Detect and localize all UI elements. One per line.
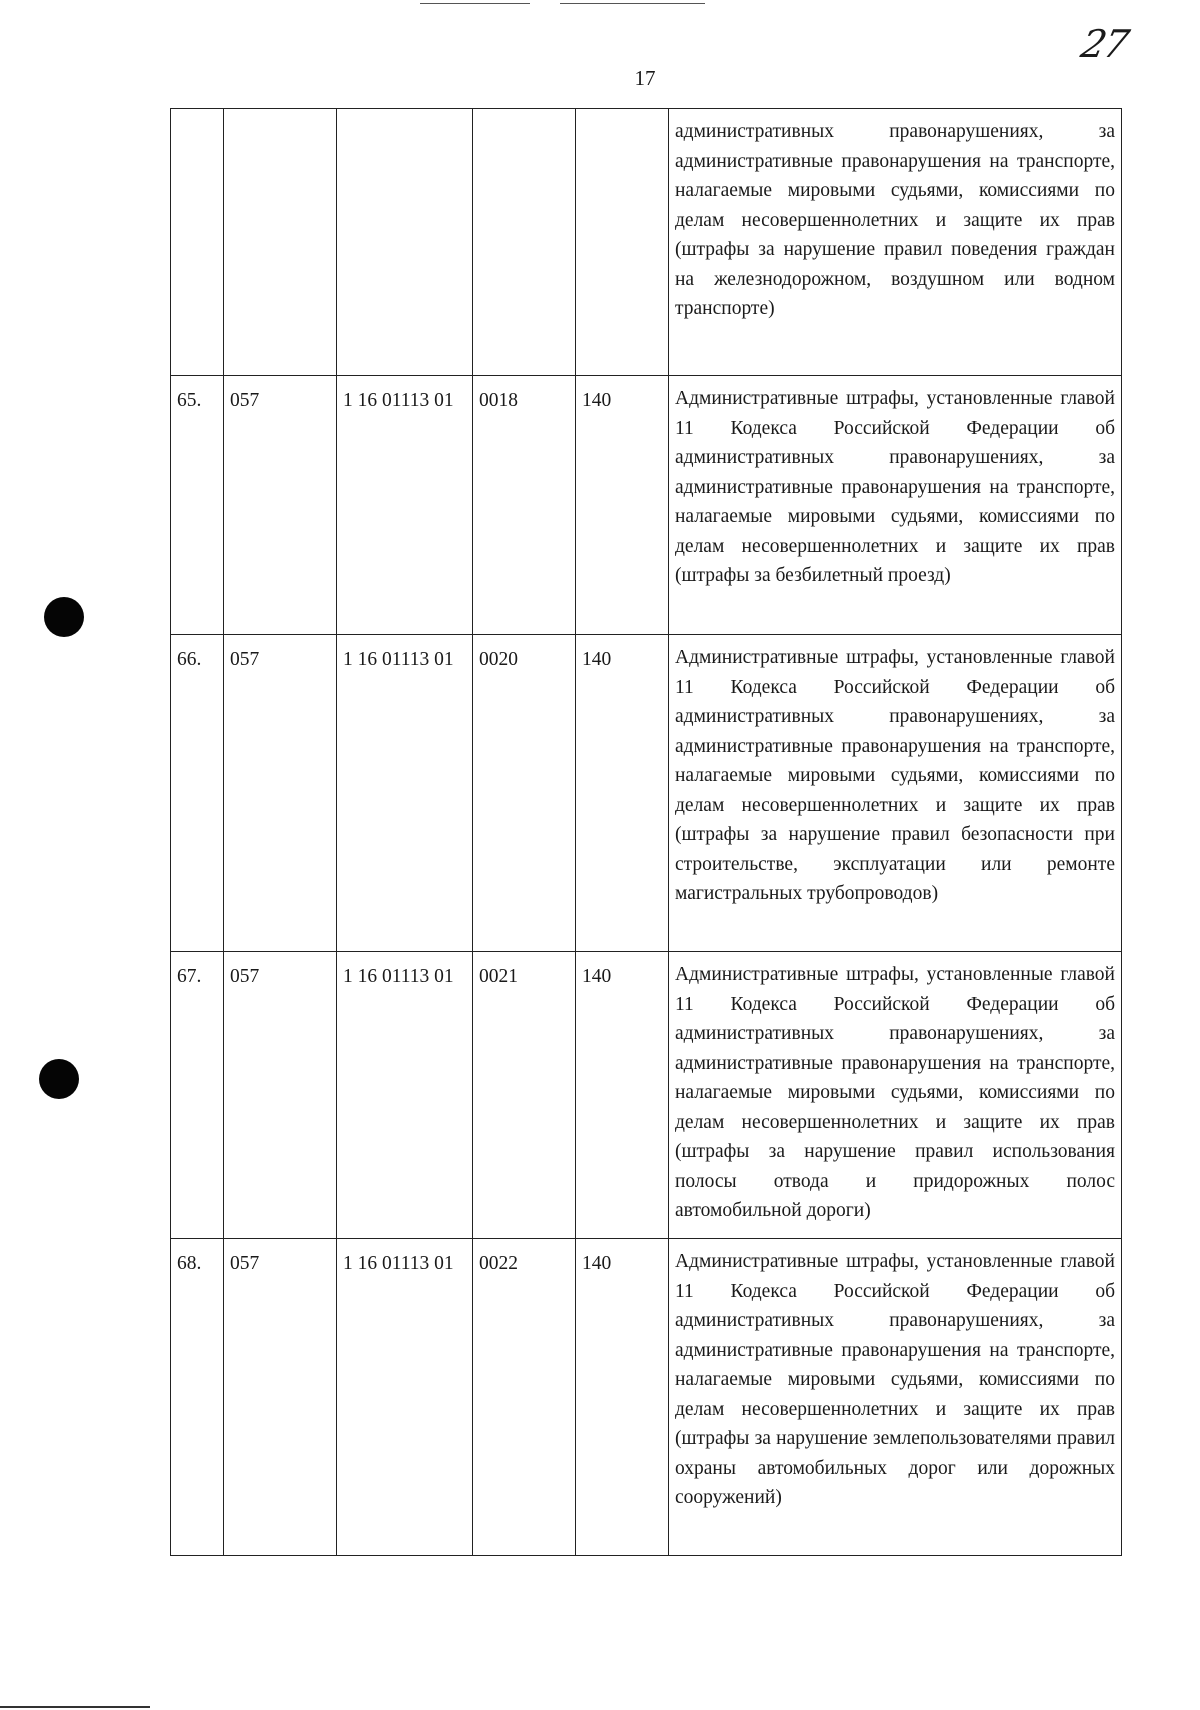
table-row [171, 952, 1122, 1239]
cell-kbk-code: 1 16 01113 01 [337, 635, 473, 952]
cell-description: Административные штрафы, установленные главой 11 Кодекса Российской Федерации об административных правонарушениях, за административные правонарушения на транспорте, налагаемые мировыми судьями, комиссиями по делам несовершеннолетних и защите их прав (штрафы за нарушение правил использования полосы отвода и придорожных полос автомобильной дороги) [669, 952, 1122, 1239]
cell-number [171, 109, 224, 376]
punch-hole [44, 597, 84, 637]
cell-kosgu-code [576, 109, 669, 376]
handwritten-page-number: 27 [1077, 22, 1132, 66]
cell-admin-code: 057 [224, 952, 337, 1239]
cell-kbk-code: 1 16 01113 01 [337, 952, 473, 1239]
scan-artifact-line [420, 3, 530, 4]
cell-kosgu-code: 140 [576, 635, 669, 952]
cell-description: Административные штрафы, установленные главой 11 Кодекса Российской Федерации об административных правонарушениях, за административные правонарушения на транспорте, налагаемые мировыми судьями, комиссиями по делам несовершеннолетних и защите их прав (штрафы за нарушение правил безопасности при строительстве, эксплуатации или ремонте магистральных трубопроводов) [669, 635, 1122, 952]
cell-number: 67. [171, 952, 224, 1239]
cell-admin-code [224, 109, 337, 376]
cell-kosgu-code: 140 [576, 376, 669, 635]
cell-admin-code: 057 [224, 635, 337, 952]
cell-subtype-code [473, 109, 576, 376]
table-row [171, 376, 1122, 635]
cell-admin-code: 057 [224, 376, 337, 635]
table-row-continued [171, 109, 1122, 376]
cell-kbk-code [337, 109, 473, 376]
punch-hole [39, 1059, 79, 1099]
cell-kbk-code: 1 16 01113 01 [337, 376, 473, 635]
cell-kbk-code: 1 16 01113 01 [337, 1239, 473, 1556]
page-number: 17 [634, 66, 656, 90]
revenue-code-table [170, 108, 1122, 1556]
cell-subtype-code: 0022 [473, 1239, 576, 1556]
cell-description: административных правонарушениях, за административные правонарушения на транспорте, налагаемые мировыми судьями, комиссиями по делам несовершеннолетних и защите их прав (штрафы за нарушение правил поведения граждан на железнодорожном, воздушном или водном транспорте) [669, 109, 1122, 376]
cell-number: 65. [171, 376, 224, 635]
cell-number: 68. [171, 1239, 224, 1556]
cell-description: Административные штрафы, установленные главой 11 Кодекса Российской Федерации об административных правонарушениях, за административные правонарушения на транспорте, налагаемые мировыми судьями, комиссиями по делам несовершеннолетних и защите их прав (штрафы за нарушение землепользователями правил охраны автомобильных дорог или дорожных сооружений) [669, 1239, 1122, 1556]
scan-artifact-line [0, 1706, 150, 1708]
scan-artifact-line [560, 3, 705, 4]
table-row [171, 635, 1122, 952]
cell-kosgu-code: 140 [576, 1239, 669, 1556]
cell-description: Административные штрафы, установленные главой 11 Кодекса Российской Федерации об административных правонарушениях, за административные правонарушения на транспорте, налагаемые мировыми судьями, комиссиями по делам несовершеннолетних и защите их прав (штрафы за безбилетный проезд) [669, 376, 1122, 635]
cell-kosgu-code: 140 [576, 952, 669, 1239]
cell-number: 66. [171, 635, 224, 952]
cell-subtype-code: 0020 [473, 635, 576, 952]
table-row [171, 1239, 1122, 1556]
cell-admin-code: 057 [224, 1239, 337, 1556]
cell-subtype-code: 0021 [473, 952, 576, 1239]
cell-subtype-code: 0018 [473, 376, 576, 635]
